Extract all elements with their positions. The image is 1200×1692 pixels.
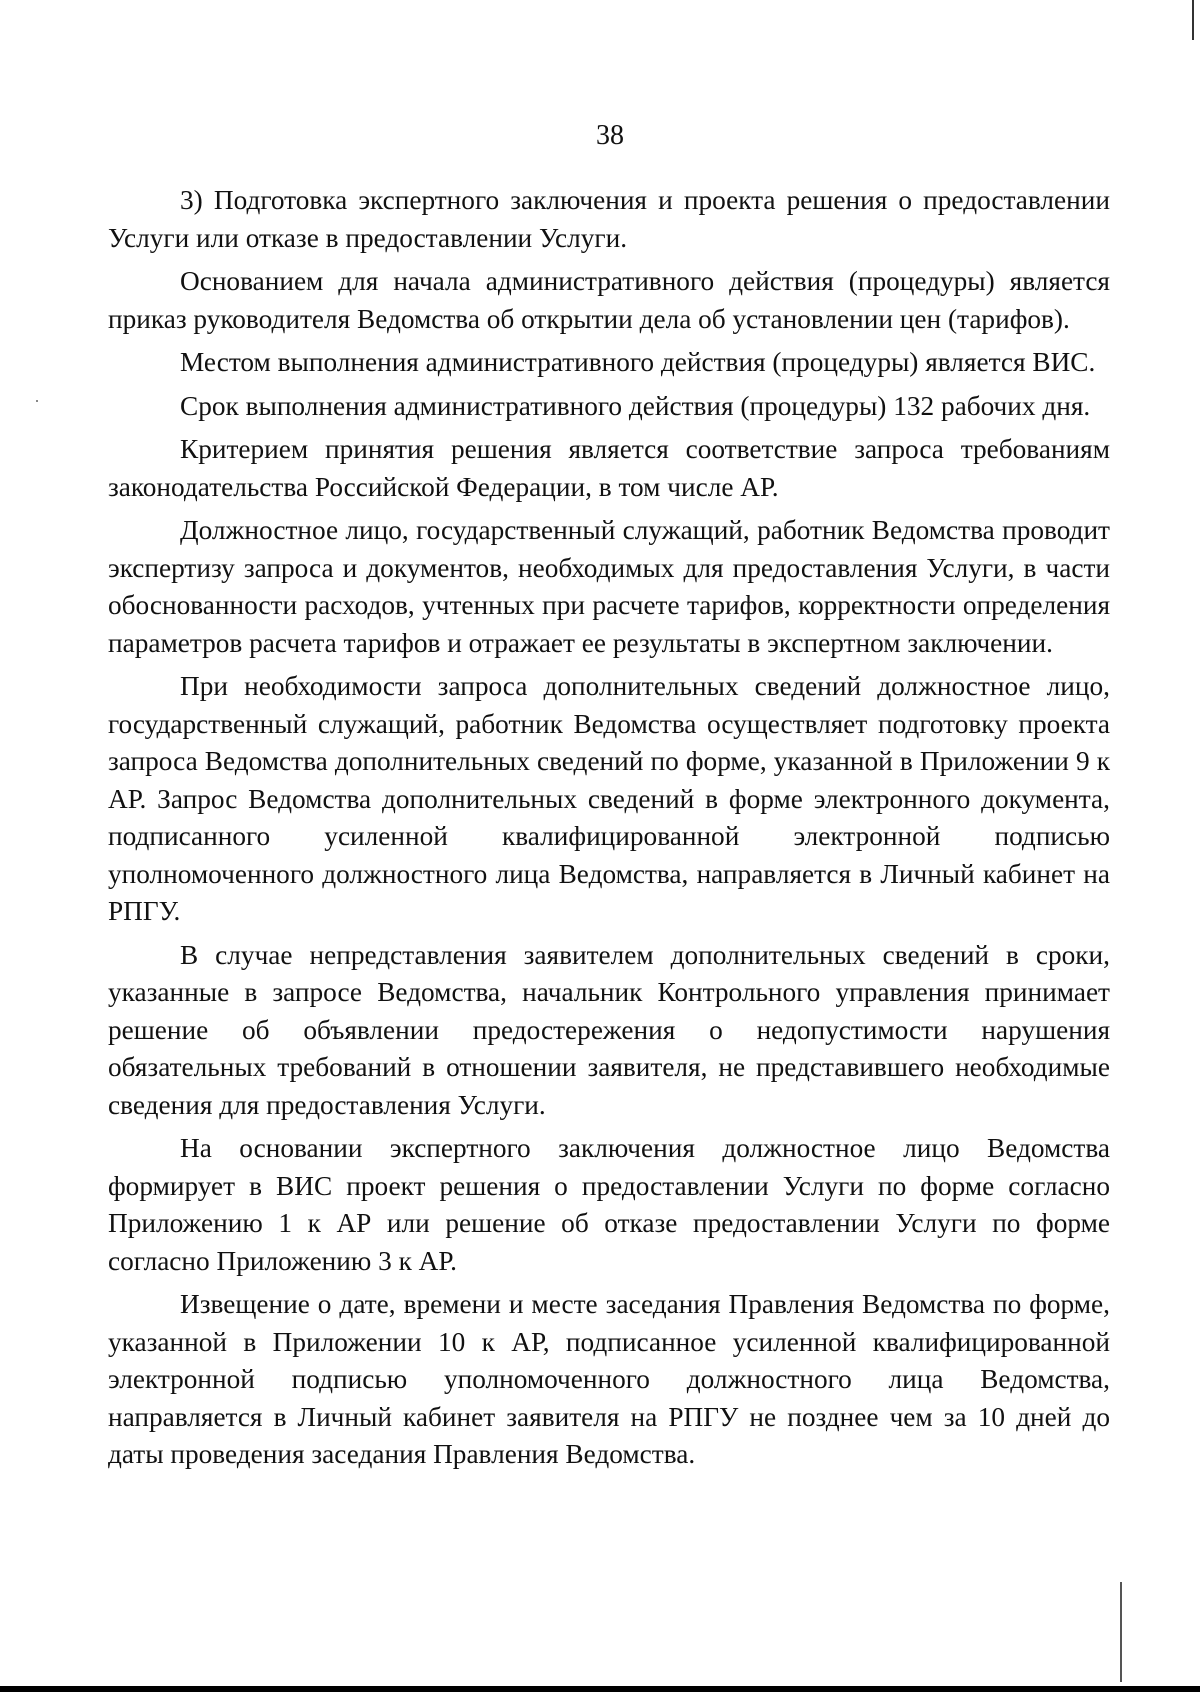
paragraph: На основании экспертного заключения должностное лицо Ведомства формирует в ВИС проект решения о предоставлении Услуги по форме согласно Приложению 1 к АР или решение об отказе предоставлении Услуги по форме согласно Приложению 3 к АР. — [108, 1133, 1110, 1276]
paragraph: При необходимости запроса дополнительных сведений должностное лицо, государственный служащий, работник Ведомства осуществляет подготовку проекта запроса Ведомства дополнительных сведений по форме, указанной в Приложении 9 к АР. Запрос Ведомства дополнительных сведений в форме электронного документа, подписанного усиленной квалифицированной электронной подписью уполномоченного должностного лица Ведомства, направляется в Личный кабинет на РПГУ. — [108, 671, 1110, 926]
page-number: 38 — [596, 120, 624, 151]
paragraph: 3) Подготовка экспертного заключения и проекта решения о предоставлении Услуги или отказе в предоставлении Услуги. — [108, 185, 1110, 253]
paragraph: Извещение о дате, времени и месте заседания Правления Ведомства по форме, указанной в Приложении 10 к АР, подписанное усиленной квалифицированной электронной подписью уполномоченного должностного лица Ведомства, направляется в Личный кабинет заявителя на РПГУ не позднее чем за 10 дней до даты проведения заседания Правления Ведомства. — [108, 1289, 1110, 1469]
paragraph: Должностное лицо, государственный служащий, работник Ведомства проводит экспертизу запроса и документов, необходимых для предоставления Услуги, в части обоснованности расходов, учтенных при расчете тарифов, корректности определения параметров расчета тарифов и отражает ее результаты в экспертном заключении. — [108, 515, 1110, 658]
paragraph: Местом выполнения административного действия (процедуры) является ВИС. — [180, 347, 1096, 377]
scan-edge-mark — [1120, 1582, 1122, 1682]
paragraph: В случае непредставления заявителем дополнительных сведений в сроки, указанные в запросе Ведомства, начальник Контрольного управления принимает решение об объявлении предостережения о недопустимости нарушения обязательных требований в отношении заявителя, не представившего необходимые сведения для предоставления Услуги. — [108, 939, 1110, 1120]
paragraph: Критерием принятия решения является соответствие запроса требованиям законодательства Российской Федерации, в том числе АР. — [108, 434, 1110, 502]
paragraph: Основанием для начала административного действия (процедуры) является приказ руководителя Ведомства об открытии дела об установлении цен (тарифов). — [108, 266, 1110, 334]
paragraph: Срок выполнения административного действия (процедуры) 132 рабочих дня. — [180, 390, 1091, 421]
scan-edge-mark — [0, 1686, 1200, 1692]
scan-dust-mark — [36, 400, 38, 402]
scan-edge-mark — [1192, 0, 1194, 40]
document-body — [108, 182, 1110, 1480]
